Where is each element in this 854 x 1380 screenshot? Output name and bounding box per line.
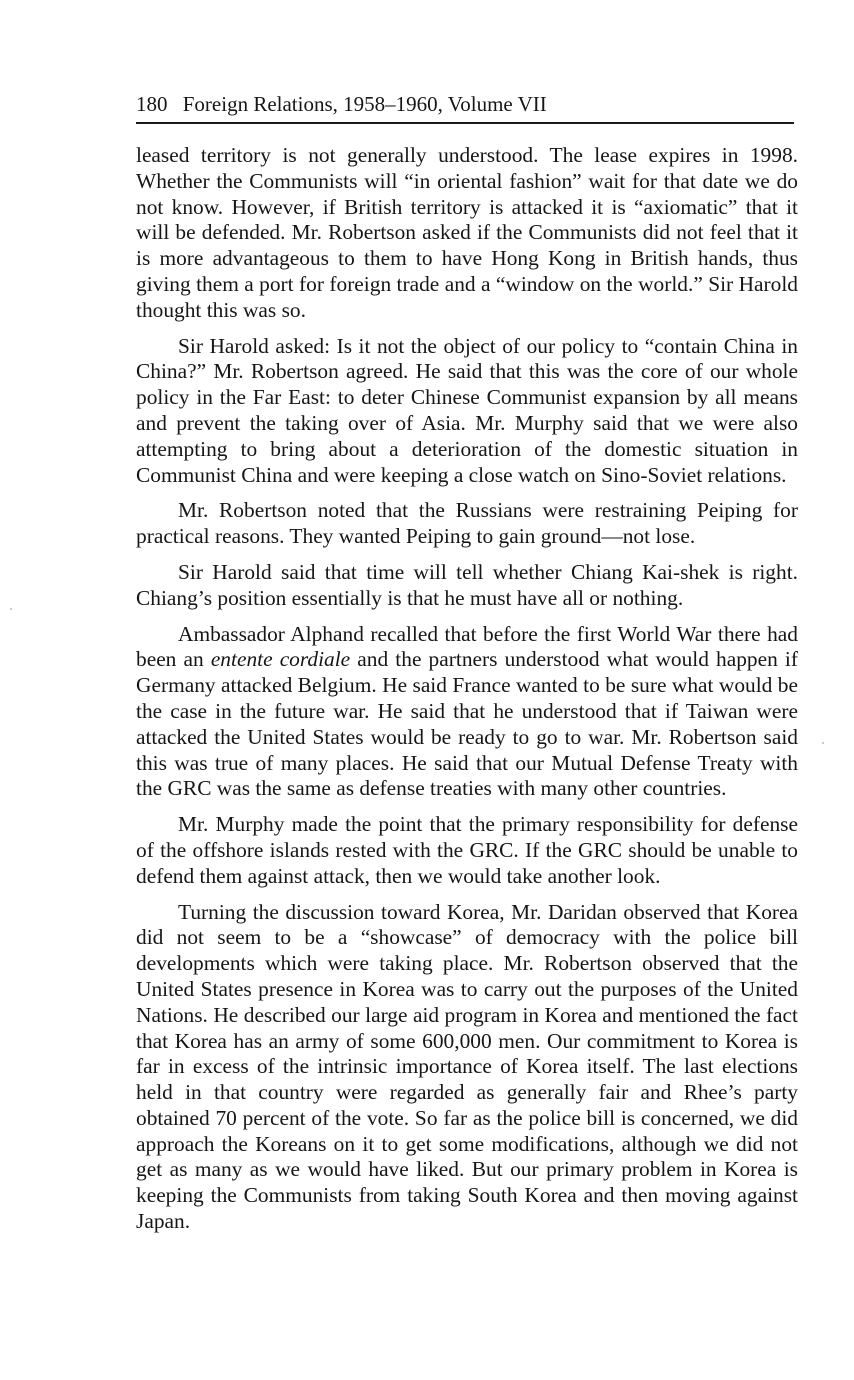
scan-speck [822, 742, 824, 744]
paragraph-7: Turning the discussion toward Korea, Mr. Daridan observed that Korea did not seem to be a “showcase” of democracy with the police bill developments which were taking place. Mr. Robertson observed that the United States presence in Korea was to carry out the purposes of the United Nations. He described our large aid program in Korea and mentioned the fact that Korea has an army of some 600,000 men. Our commitment to Korea is far in excess of the intrinsic importance of Korea itself. The last elections held in that country were regarded as generally fair and Rhee’s party obtained 70 percent of the vote. So far as the police bill is concerned, we did approach the Koreans on it to get some modifications, although we did not get as many as we would have liked. But our primary problem in Korea is keeping the Communists from taking South Korea and then moving against Japan. [136, 899, 798, 1234]
paragraph-5-after: and the partners understood what would happen if Germany attacked Belgium. He said France wanted to be sure what would be the case in the future war. He said that he understood that if Taiwan were attacked the United States would be ready to go to war. Mr. Robertson said this was true of many places. He said that our Mutual Defense Treaty with the GRC was the same as defense treaties with many other countries. [136, 647, 798, 801]
paragraph-5-italic: entente cordiale [210, 647, 351, 672]
page-header [136, 90, 794, 124]
paragraph-1: leased territory is not generally understood. The lease expires in 1998. Whether the Communists will “in oriental fashion” wait for that date we do not know. However, if British territory is attacked it is “axiomatic” that it will be defended. Mr. Robertson asked if the Communists did not feel that it is more advantageous to them to have Hong Kong in British hands, thus giving them a port for foreign trade and a “window on the world.” Sir Harold thought this was so. [136, 143, 798, 322]
paragraph-6: Mr. Murphy made the point that the primary responsibility for defense of the offshore islands rested with the GRC. If the GRC should be unable to defend them against attack, then we would take another look. [136, 812, 798, 888]
paragraph-3: Mr. Robertson noted that the Russians were restraining Peiping for practical reasons. They wanted Peiping to gain ground—not lose. [136, 498, 798, 549]
body-text [136, 143, 798, 1245]
scan-speck [10, 608, 12, 610]
page-number: 180 [136, 92, 168, 116]
running-title: Foreign Relations, 1958–1960, Volume VII [182, 92, 547, 116]
paragraph-2: Sir Harold asked: Is it not the object of our policy to “contain China in China?” Mr. Robertson agreed. He said that this was the core of our whole policy in the Far East: to deter Chinese Communist expansion by all means and prevent the taking over of Asia. Mr. Murphy said that we were also attempting to bring about a deterioration of the domestic situation in Communist China and were keeping a close watch on Sino-Soviet relations. [136, 333, 798, 487]
paragraph-5 [136, 622, 798, 803]
paragraph-4: Sir Harold said that time will tell whether Chiang Kai-shek is right. Chiang’s position essentially is that he must have all or nothing. [136, 559, 798, 610]
paragraph-5-before: Ambassador Alphand recalled that before the first World War there had been an [136, 621, 798, 672]
